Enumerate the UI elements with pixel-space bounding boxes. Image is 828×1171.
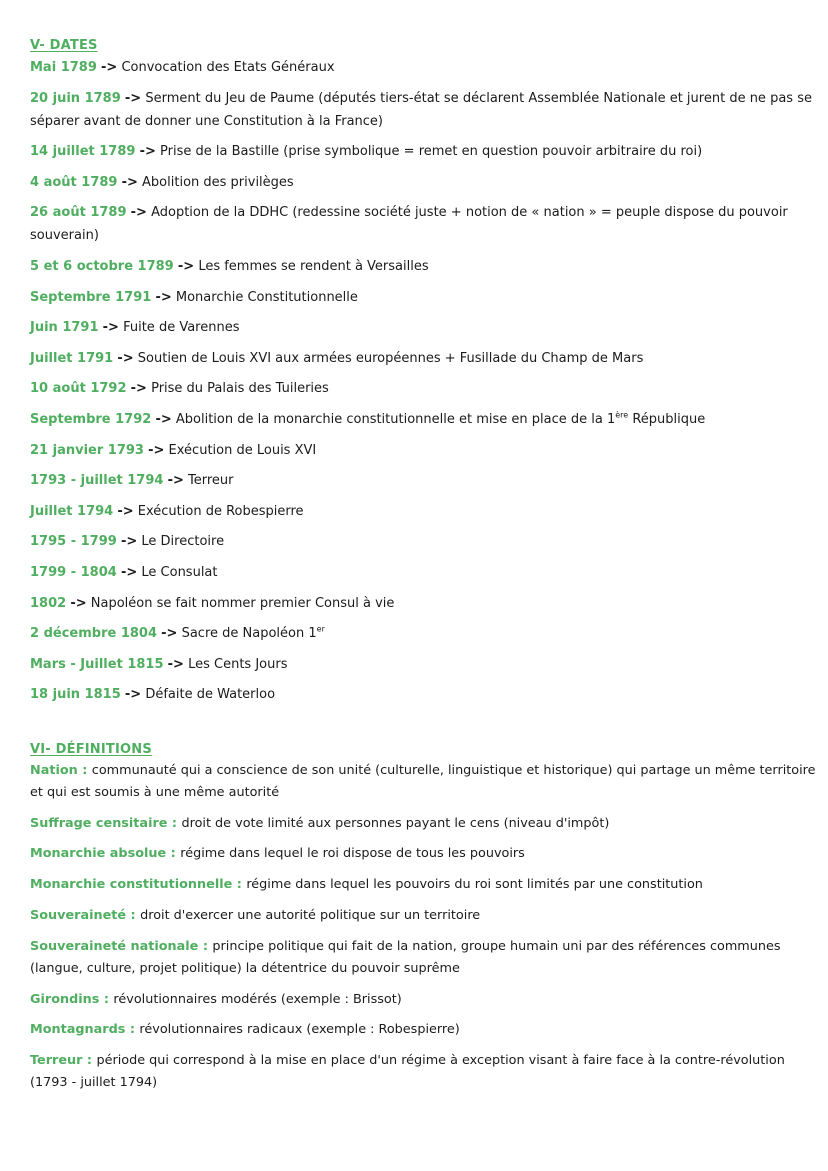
- definition-term: Monarchie absolue: [30, 846, 167, 862]
- definition-text: principe politique qui fait de la nation, groupe humain uni par des références communes (langue, culture, projet politique) la détentrice du pouvoir suprême: [30, 938, 781, 976]
- definition-text: droit de vote limité aux personnes payant le cens (niveau d'impôt): [181, 815, 610, 831]
- date-label: 20 juin 1789: [30, 90, 121, 106]
- date-entry: [30, 286, 820, 309]
- event-text: Le Directoire: [141, 534, 225, 550]
- event-text: Les femmes se rendent à Versailles: [198, 258, 429, 274]
- date-entry: [30, 622, 820, 645]
- arrow-separator: ->: [167, 656, 184, 672]
- definitions-heading: VI- DÉFINITIONS: [30, 741, 152, 757]
- date-label: 10 août 1792: [30, 381, 127, 397]
- ordinal-superscript: er: [316, 624, 325, 634]
- date-entry: [30, 347, 820, 370]
- date-entry: [30, 408, 820, 431]
- date-entry: [30, 439, 820, 462]
- arrow-separator: ->: [120, 564, 138, 580]
- definition-text: communauté qui a conscience de son unité (culturelle, linguistique et historique) qui partage un même territoire et qui est soumis à une même autorité: [30, 762, 816, 800]
- term-colon: :: [232, 877, 247, 893]
- date-entry: [30, 500, 820, 523]
- term-colon: :: [198, 938, 213, 954]
- event-text: Prise de la Bastille (prise symbolique = remet en question pouvoir arbitraire du roi): [160, 144, 703, 160]
- date-entry: [30, 140, 820, 163]
- definition-text: révolutionnaires modérés (exemple : Brissot): [113, 991, 402, 1007]
- date-entry: [30, 316, 820, 339]
- arrow-separator: ->: [148, 442, 165, 458]
- event-text: Abolition de la monarchie constitutionnelle et mise en place de la 1: [175, 411, 616, 427]
- date-entry: [30, 469, 820, 492]
- date-label: 5 et 6 octobre 1789: [30, 258, 174, 274]
- date-label: 4 août 1789: [30, 174, 118, 190]
- definition-text: régime dans lequel les pouvoirs du roi sont limités par une constitution: [246, 877, 703, 893]
- arrow-separator: ->: [139, 144, 156, 160]
- date-entry: [30, 87, 820, 133]
- event-text: Sacre de Napoléon 1: [181, 626, 317, 642]
- definition-entry: [30, 813, 820, 835]
- arrow-separator: ->: [161, 626, 178, 642]
- term-colon: :: [126, 908, 141, 924]
- term-colon: :: [82, 1053, 97, 1069]
- date-entry: [30, 530, 820, 553]
- definition-entry: [30, 843, 820, 865]
- event-text: Fuite de Varennes: [123, 320, 240, 336]
- date-entry: [30, 56, 820, 79]
- event-text: Monarchie Constitutionnelle: [175, 289, 358, 305]
- event-text: Adoption de la DDHC (redessine société juste + notion de « nation » = peuple dispose du pouvoir souverain): [30, 205, 788, 244]
- event-text: Les Cents Jours: [188, 656, 288, 672]
- event-text: Exécution de Robespierre: [137, 503, 304, 519]
- event-text: Napoléon se fait nommer premier Consul à vie: [90, 595, 395, 611]
- date-label: Juin 1791: [30, 320, 99, 336]
- date-label: Septembre 1791: [30, 289, 152, 305]
- definitions-list: [30, 760, 820, 1094]
- date-entry: [30, 377, 820, 400]
- arrow-separator: ->: [130, 381, 147, 397]
- definition-entry: [30, 989, 820, 1011]
- date-label: Mai 1789: [30, 60, 97, 75]
- arrow-separator: ->: [117, 350, 134, 366]
- arrow-separator: ->: [117, 503, 134, 519]
- arrow-separator: ->: [121, 174, 138, 190]
- term-colon: :: [167, 815, 182, 831]
- date-label: 1799 - 1804: [30, 564, 117, 580]
- definition-text: droit d'exercer une autorité politique sur un territoire: [140, 908, 481, 924]
- arrow-separator: ->: [101, 60, 118, 75]
- ordinal-superscript: ère: [615, 410, 629, 420]
- date-label: 26 août 1789: [30, 205, 127, 221]
- date-label: 21 janvier 1793: [30, 442, 144, 458]
- arrow-separator: ->: [102, 320, 119, 336]
- date-entry: [30, 561, 820, 584]
- term-colon: :: [166, 846, 181, 862]
- event-text: Prise du Palais des Tuileries: [151, 381, 329, 397]
- date-label: 18 juin 1815: [30, 687, 121, 703]
- arrow-separator: ->: [124, 687, 142, 703]
- date-label: Juillet 1794: [30, 503, 114, 519]
- definition-term: Montagnards: [30, 1022, 126, 1038]
- event-text: Convocation des Etats Généraux: [121, 60, 335, 75]
- definition-term: Terreur: [30, 1053, 83, 1069]
- term-colon: :: [99, 991, 114, 1007]
- event-text: Exécution de Louis XVI: [168, 442, 317, 458]
- dates-heading: V- DATES: [30, 38, 98, 53]
- definition-entry: [30, 1019, 820, 1041]
- definition-term: Girondins: [30, 991, 100, 1007]
- date-label: 1793 - juillet 1794: [30, 473, 164, 489]
- definition-text: période qui correspond à la mise en place d'un régime à exception visant à faire face à la contre-révolution (1793 - juillet 1794): [30, 1053, 785, 1091]
- date-label: 1795 - 1799: [30, 534, 117, 550]
- date-entry: [30, 255, 820, 278]
- date-label: 14 juillet 1789: [30, 144, 136, 160]
- date-entry: [30, 171, 820, 194]
- arrow-separator: ->: [155, 289, 172, 305]
- arrow-separator: ->: [177, 258, 195, 274]
- event-text: Terreur: [188, 473, 234, 489]
- date-label: 2 décembre 1804: [30, 626, 158, 642]
- definition-term: Nation: [30, 762, 78, 778]
- definition-entry: [30, 760, 820, 804]
- definition-text: régime dans lequel le roi dispose de tous les pouvoirs: [180, 846, 525, 862]
- arrow-separator: ->: [155, 411, 172, 427]
- date-entry: [30, 683, 820, 706]
- event-text: Serment du Jeu de Paume (députés tiers-état se déclarent Assemblée Nationale et jurent de ne pas se séparer avant de donner une Constitution à la France): [30, 90, 812, 129]
- event-text-suffix: République: [628, 411, 706, 427]
- date-entry: [30, 201, 820, 247]
- term-colon: :: [77, 762, 92, 778]
- date-label: Juillet 1791: [30, 350, 114, 366]
- event-text: Abolition des privilèges: [142, 174, 294, 190]
- date-label: Mars - Juillet 1815: [30, 656, 164, 672]
- definition-term: Souveraineté: [30, 908, 127, 924]
- date-entry: [30, 653, 820, 676]
- arrow-separator: ->: [124, 90, 142, 106]
- event-text: Le Consulat: [141, 564, 218, 580]
- dates-list: [30, 56, 820, 706]
- definition-text: révolutionnaires radicaux (exemple : Robespierre): [139, 1022, 460, 1038]
- arrow-separator: ->: [167, 473, 184, 489]
- definition-entry: [30, 1050, 820, 1094]
- notes-page: [30, 36, 820, 1103]
- definition-entry: [30, 905, 820, 927]
- definition-term: Monarchie constitutionnelle: [30, 877, 233, 893]
- arrow-separator: ->: [70, 595, 87, 611]
- event-text: Défaite de Waterloo: [145, 687, 276, 703]
- arrow-separator: ->: [120, 534, 138, 550]
- date-label: 1802: [30, 595, 67, 611]
- definition-entry: [30, 874, 820, 896]
- event-text: Soutien de Louis XVI aux armées européennes + Fusillade du Champ de Mars: [137, 350, 644, 366]
- definition-term: Souveraineté nationale: [30, 938, 199, 954]
- definition-term: Suffrage censitaire: [30, 815, 168, 831]
- definition-entry: [30, 936, 820, 980]
- term-colon: :: [125, 1022, 140, 1038]
- arrow-separator: ->: [130, 205, 147, 221]
- date-label: Septembre 1792: [30, 411, 152, 427]
- date-entry: [30, 592, 820, 615]
